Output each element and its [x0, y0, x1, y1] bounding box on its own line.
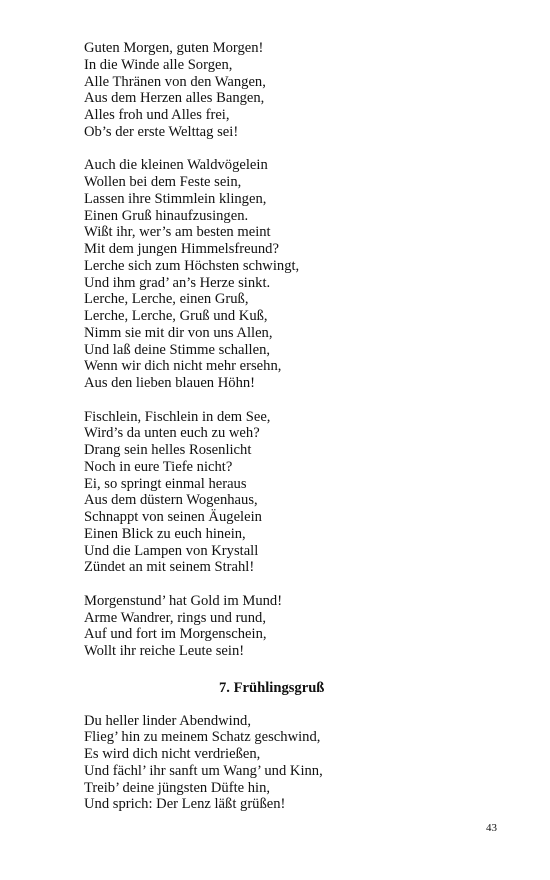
text-block	[84, 40, 514, 830]
verse-line: Du heller linder Abendwind,	[84, 712, 251, 729]
verse-line: Ob’s der erste Welttag sei!	[84, 123, 239, 140]
page-number: 43	[486, 822, 497, 834]
verse-line: Wollt ihr reiche Leute sein!	[84, 643, 245, 659]
verse-line: Schnappt von seinen Äugelein	[84, 509, 262, 525]
verse-line: Einen Gruß hinaufzusingen.	[84, 207, 249, 224]
verse-line: Treib’ deine jüngsten Düfte hin,	[84, 779, 271, 796]
stanza-4	[84, 593, 514, 660]
verse-line: Auf und fort im Morgenschein,	[84, 626, 267, 643]
verse-line: Auch die kleinen Waldvögelein	[84, 157, 268, 174]
verse-line: Ei, so springt einmal heraus	[84, 475, 247, 492]
verse-line: Lerche sich zum Höchsten schwingt,	[84, 257, 300, 274]
verse-line: Arme Wandrer, rings und rund,	[84, 609, 266, 626]
verse-line: Mit dem jungen Himmelsfreund?	[84, 241, 279, 257]
verse-line: Aus dem Herzen alles Bangen,	[84, 90, 265, 107]
verse-line: Lassen ihre Stimmlein klingen,	[84, 190, 267, 207]
verse-line: Alles froh und Alles frei,	[84, 107, 230, 123]
verse-line: Wollen bei dem Feste sein,	[84, 174, 242, 190]
stanza-new-poem	[84, 713, 514, 814]
verse-line: Es wird dich nicht verdrießen,	[84, 746, 261, 762]
verse-line: Fischlein, Fischlein in dem See,	[84, 408, 271, 425]
verse-line: Einen Blick zu euch hinein,	[84, 525, 246, 542]
verse-line: Morgenstund’ hat Gold im Mund!	[84, 592, 283, 609]
verse-line: Und fächl’ ihr sanft um Wang’ und Kinn,	[84, 762, 323, 779]
poem-heading: 7. Frühlingsgruß	[219, 679, 325, 696]
stanza-2	[84, 157, 514, 392]
verse-line: Und sprich: Der Lenz läßt grüßen!	[84, 796, 286, 813]
verse-line: Und laß deine Stimme schallen,	[84, 341, 271, 358]
verse-line: Wenn wir dich nicht mehr ersehn,	[84, 358, 282, 375]
verse-line: Zündet an mit seinem Strahl!	[84, 559, 255, 576]
verse-line: Alle Thränen von den Wangen,	[84, 73, 266, 90]
verse-line: In die Winde alle Sorgen,	[84, 56, 233, 73]
verse-line: Nimm sie mit dir von uns Allen,	[84, 324, 273, 341]
verse-line: Wird’s da unten euch zu weh?	[84, 425, 260, 442]
verse-line: Lerche, Lerche, Gruß und Kuß,	[84, 308, 268, 324]
verse-line: Aus dem düstern Wogenhaus,	[84, 492, 258, 509]
verse-line: Und ihm grad’ an’s Herze sinkt.	[84, 274, 271, 291]
verse-line: Flieg’ hin zu meinem Schatz geschwind,	[84, 729, 321, 746]
verse-line: Wißt ihr, wer’s am besten meint	[84, 224, 271, 241]
verse-line: Drang sein helles Rosenlicht	[84, 442, 252, 458]
verse-line: Noch in eure Tiefe nicht?	[84, 458, 233, 475]
stanza-1	[84, 40, 514, 141]
verse-line: Und die Lampen von Krystall	[84, 542, 259, 559]
stanza-3	[84, 409, 514, 577]
verse-line: Lerche, Lerche, einen Gruß,	[84, 291, 249, 308]
verse-line: Aus den lieben blauen Höhn!	[84, 375, 256, 391]
verse-line: Guten Morgen, guten Morgen!	[84, 40, 264, 56]
